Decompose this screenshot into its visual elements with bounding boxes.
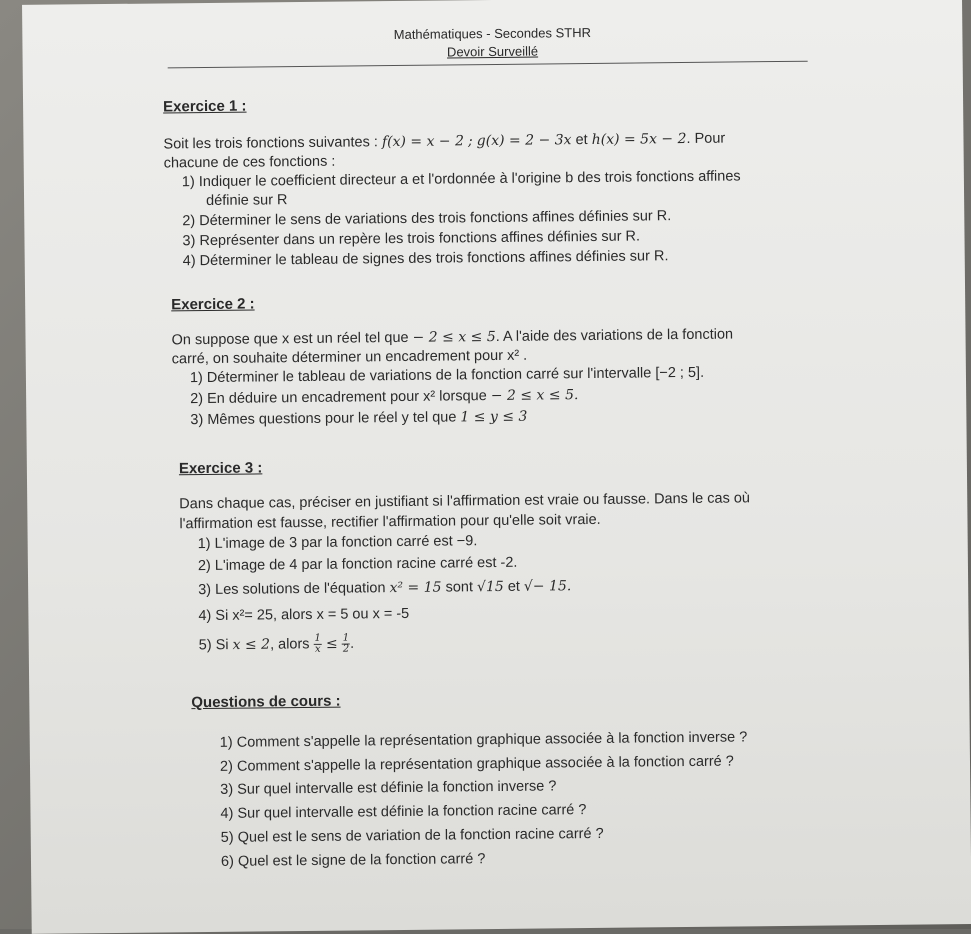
exercise-1-q1: 1) Indiquer le coefficient directeur a et l'ordonnée à l'origine b des trois fonctions affines — [181, 168, 741, 191]
exercise-3-intro-2: l'affirmation est fausse, rectifier l'affirmation pour qu'elle soit vraie. — [179, 511, 601, 533]
exam-kind: Devoir Surveillé — [446, 43, 539, 60]
word-alors: , alors — [269, 636, 310, 653]
word-et: et — [507, 578, 520, 595]
equation: x² = 15 — [389, 579, 442, 597]
course-title: Mathématiques - Secondes STHR — [393, 24, 592, 43]
exercise-1-heading: Exercice 1 : — [163, 97, 247, 116]
equation: x²= 25 — [232, 607, 274, 624]
exercise-2-intro-2: carré, on souhaite déterminer un encadrement pour x² . — [171, 347, 528, 368]
inequality: − 2 ≤ x ≤ 5 — [412, 328, 496, 346]
exercise-2-q3 — [190, 408, 527, 431]
question-text: 3) Mêmes questions pour le réel y tel que — [190, 409, 457, 429]
exercise-1-q1-cont: définie sur R — [206, 192, 288, 210]
course-q4: 4) Sur quel intervalle est définie la fonction racine carré ? — [220, 802, 587, 822]
intro-text: On suppose que x est un réel tel que — [171, 329, 409, 349]
exercise-1-intro-2: chacune de ces fonctions : — [163, 153, 336, 172]
denominator: 2 — [342, 643, 350, 655]
exercise-1-q4: 4) Déterminer le tableau de signes des trois fonctions affines définies sur R. — [182, 248, 669, 270]
function-h: h(x) = 5x − 2 — [591, 130, 687, 148]
numerator: 1 — [342, 632, 350, 644]
course-q3: 3) Sur quel intervalle est définie la fonction inverse ? — [220, 778, 557, 798]
numerator: 1 — [314, 632, 321, 644]
question-text: 4) Si — [198, 607, 229, 625]
header-divider — [168, 61, 808, 69]
question-tail: , alors x = 5 ou x = -5 — [272, 605, 410, 624]
inequality: − 2 ≤ x ≤ 5. — [490, 387, 579, 405]
intro-tail: . Pour — [686, 130, 726, 147]
condition: x ≤ 2 — [232, 636, 271, 654]
denominator: x — [314, 643, 321, 655]
function-g: g(x) = 2 − 3x — [476, 132, 572, 150]
exercise-3-q4 — [198, 605, 409, 626]
exercise-1-title — [163, 97, 247, 117]
exercise-3-q5 — [199, 633, 355, 656]
exercise-2-q2 — [190, 386, 578, 409]
fraction-one-over-x — [313, 634, 322, 655]
course-q5: 5) Quel est le sens de variation de la fonction racine carré ? — [220, 825, 604, 846]
question-text: 3) Les solutions de l'équation — [198, 580, 386, 599]
exercise-2-heading: Exercice 2 : — [171, 295, 255, 314]
exercise-2-q1: 1) Déterminer le tableau de variations de la fonction carré sur l'intervalle [−2 ; 5]. — [189, 364, 705, 387]
word-sont: sont — [445, 579, 474, 596]
question-text: 5) Si — [198, 637, 229, 654]
exercise-3-heading: Exercice 3 : — [178, 459, 263, 478]
exam-sheet — [22, 0, 971, 934]
exercise-1-q3: 3) Représenter dans un repère les trois fonctions affines définies sur R. — [182, 228, 641, 250]
course-q2: 2) Comment s'appelle la représentation graphique associée à la fonction carré ? — [219, 753, 734, 775]
question-text: 2) En déduire un encadrement pour x² lorsque — [190, 388, 487, 408]
exercise-3-q2: 2) L'image de 4 par la fonction racine carré est -2. — [197, 554, 518, 575]
period: . — [350, 635, 355, 652]
root-positive: √15 — [476, 578, 504, 596]
exercise-1-q2: 2) Déterminer le sens de variations des trois fonctions affines définies sur R. — [182, 208, 672, 230]
exercise-3-intro: Dans chaque cas, préciser en justifiant si l'affirmation est vraie ou fausse. Dans le cas où — [179, 490, 751, 513]
intro-tail: . A l'aide des variations de la fonction — [495, 326, 734, 345]
root-negative: √− 15. — [523, 578, 572, 595]
exercise-3-title — [179, 458, 263, 478]
function-f: f(x) = x − 2 — [381, 133, 465, 151]
exercise-3-q1: 1) L'image de 3 par la fonction carré est −9. — [197, 533, 478, 553]
separator: ; — [467, 133, 473, 150]
course-q1: 1) Comment s'appelle la représentation graphique associée à la fonction inverse ? — [219, 729, 748, 751]
inequality: 1 ≤ y ≤ 3 — [460, 408, 528, 426]
course-q6: 6) Quel est le signe de la fonction carré ? — [220, 851, 486, 870]
intro-text: Soit les trois fonctions suivantes : — [163, 134, 378, 153]
less-equal: ≤ — [325, 635, 338, 653]
exercise-3-q3 — [198, 577, 571, 600]
course-questions-heading: Questions de cours : — [191, 692, 341, 712]
course-questions-title — [191, 692, 340, 713]
exercise-2-title — [171, 295, 255, 315]
exercise-1-intro — [163, 130, 725, 155]
conjunction: et — [575, 132, 588, 149]
